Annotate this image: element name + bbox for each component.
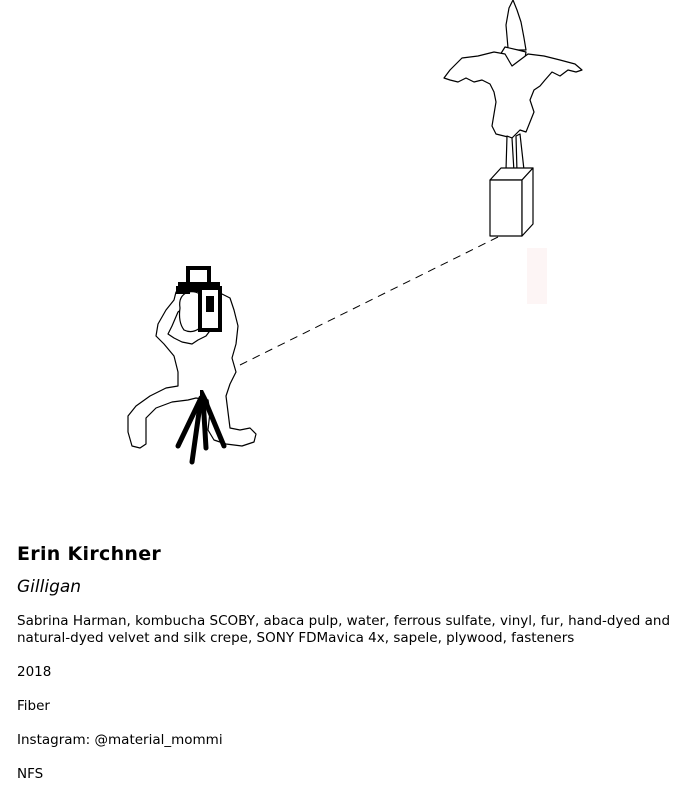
artwork-category: Fiber	[17, 698, 50, 714]
sightline	[240, 236, 500, 365]
artwork-title: Gilligan	[17, 577, 82, 597]
artist-instagram: Instagram: @material_mommi	[17, 732, 223, 748]
artwork-materials: Sabrina Harman, kombucha SCOBY, abaca pulp, water, ferrous sulfate, vinyl, fur, hand-dyed and natural-dyed velvet and silk crepe, SONY FDMavica 4x, sapele, plywood, fasteners	[17, 613, 671, 646]
artwork-label	[17, 541, 687, 783]
artwork-year: 2018	[17, 664, 52, 680]
hooded-figure-on-pedestal-icon	[444, 0, 582, 236]
faint-reflection	[527, 248, 547, 304]
artwork-price: NFS	[17, 766, 44, 782]
artist-name: Erin Kirchner	[17, 543, 162, 565]
kneeling-photographer-icon	[128, 268, 256, 462]
